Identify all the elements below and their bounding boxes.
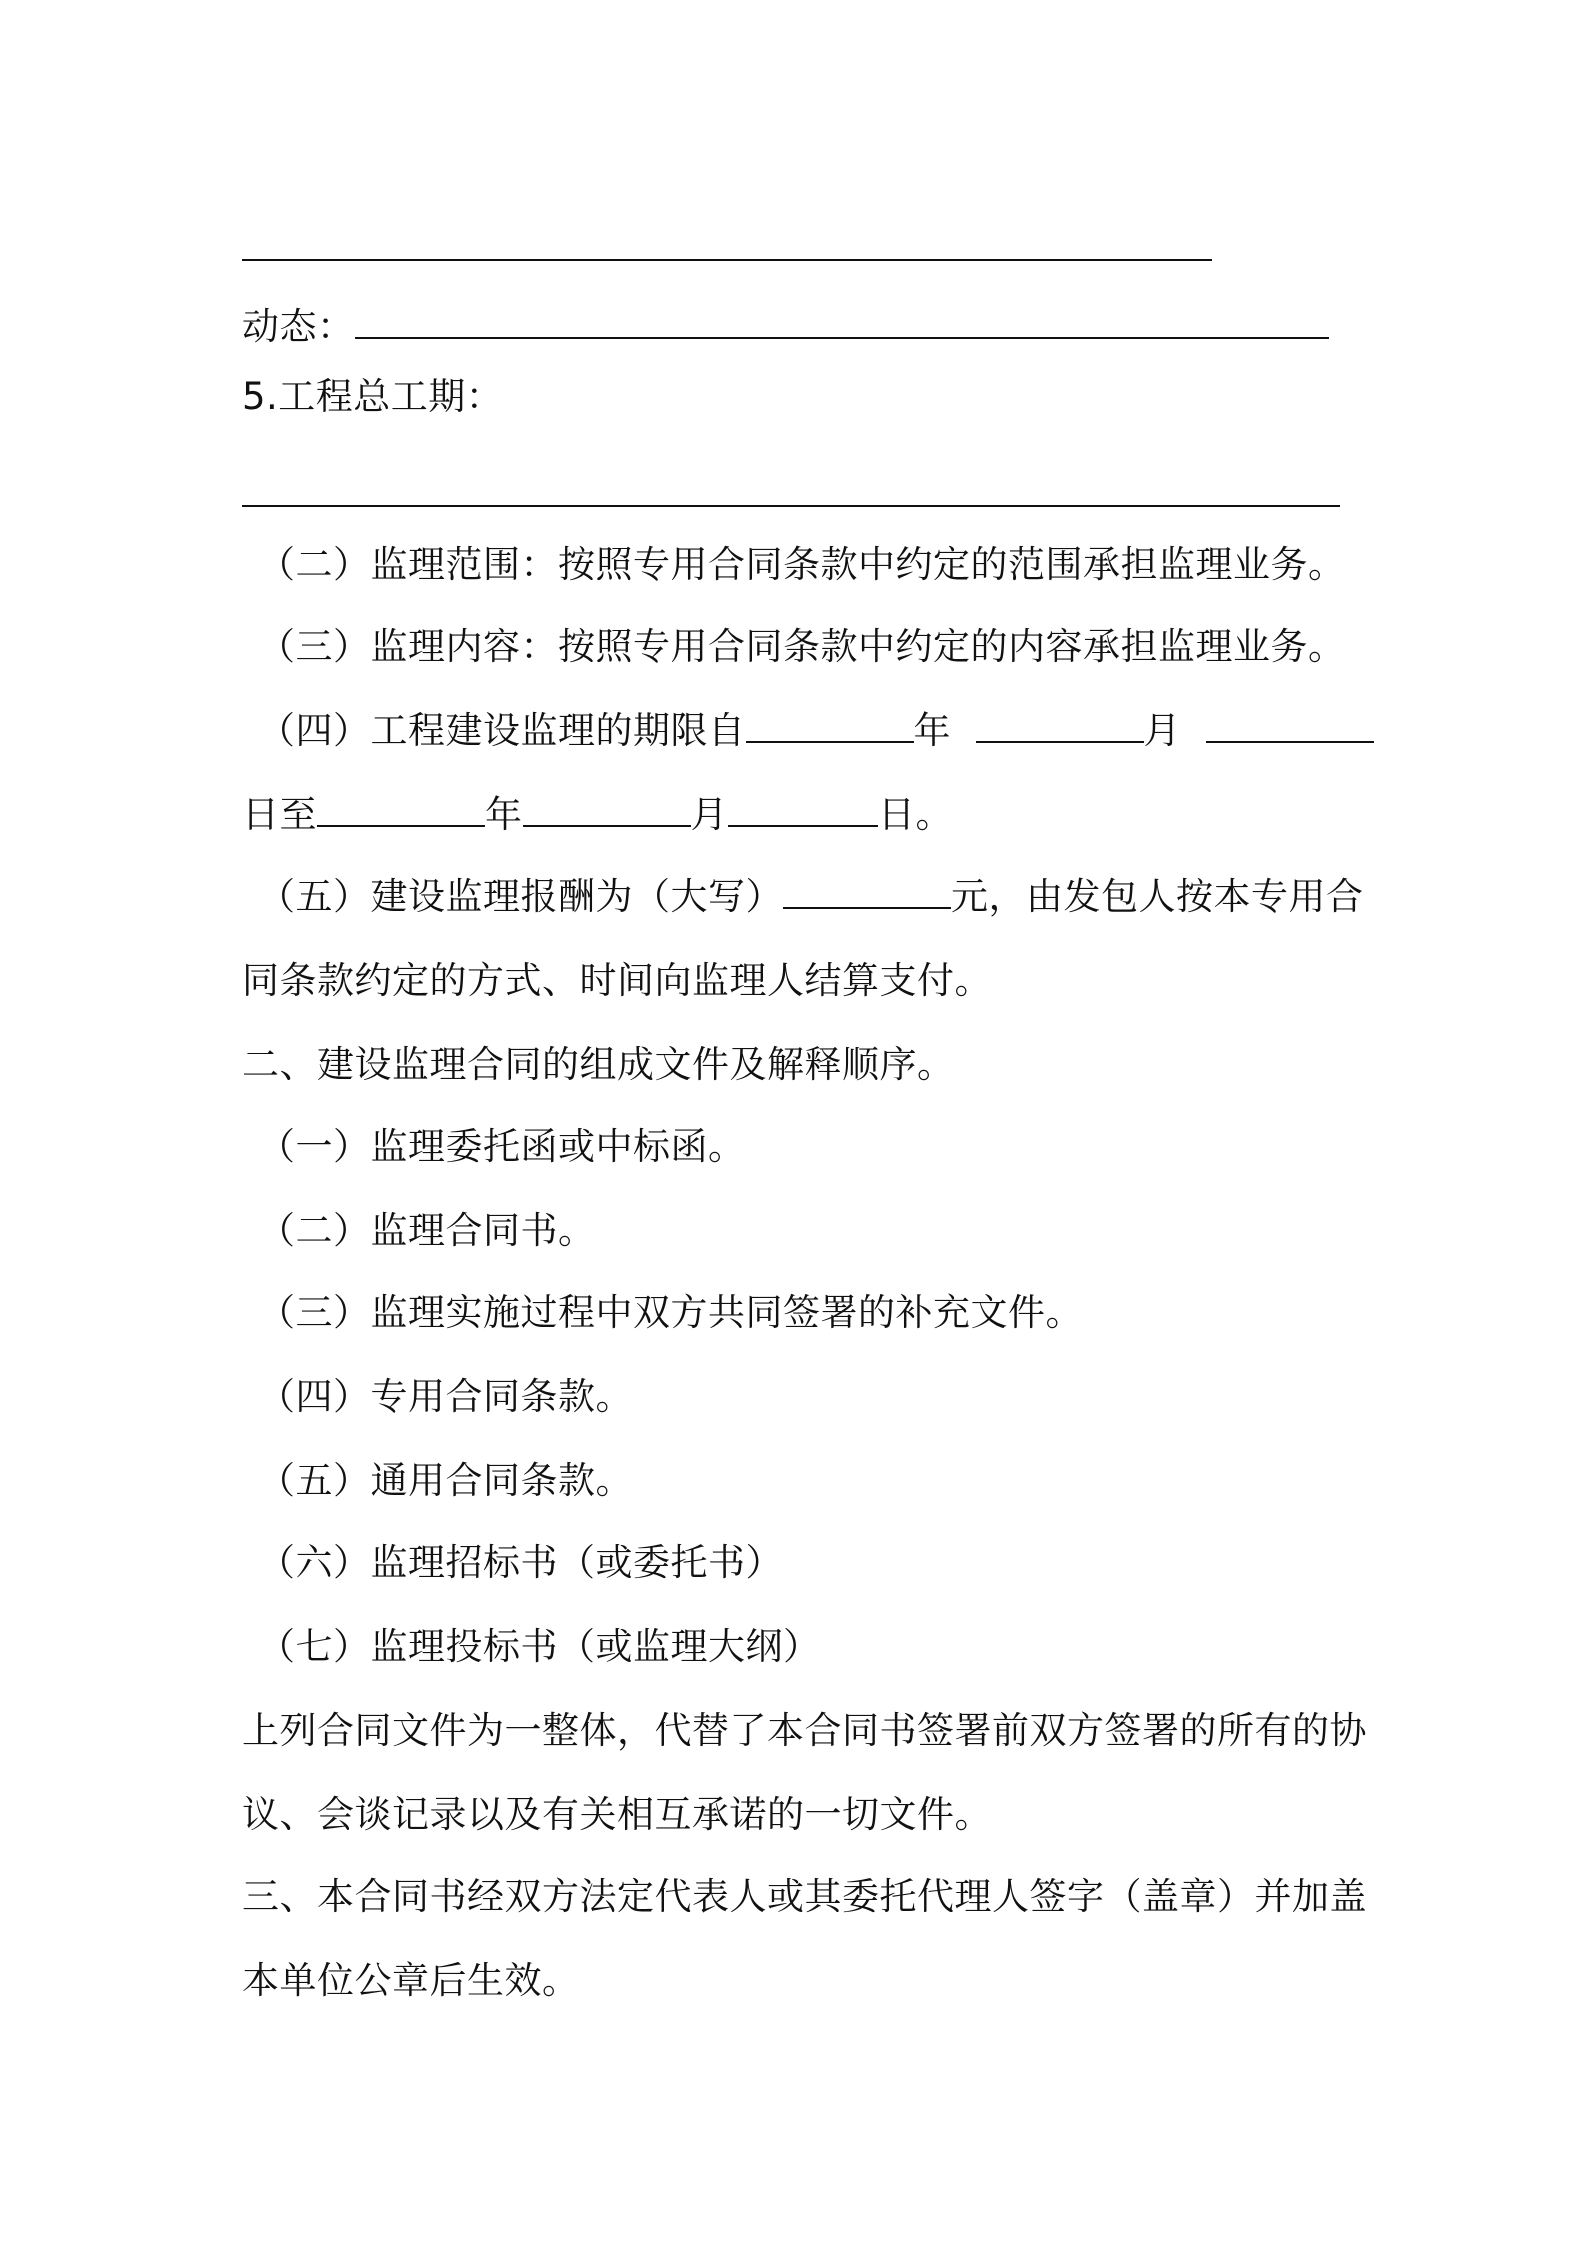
integrity-clause: 上列合同文件为一整体，代替了本合同书签署前双方签署的所有的协	[242, 1709, 1367, 1752]
period-end-year-field[interactable]	[317, 791, 485, 827]
remuneration-text-tail: 元，由发包人按本专用合	[951, 875, 1364, 918]
period-end-day-field[interactable]	[728, 791, 878, 827]
section-two-heading: 二、建设监理合同的组成文件及解释顺序。	[242, 1043, 955, 1086]
month-label: 月	[690, 793, 728, 836]
dynamic-field[interactable]	[355, 303, 1329, 339]
remuneration-amount-field[interactable]	[783, 873, 951, 909]
document-item: （六）监理招标书（或委托书）	[258, 1541, 783, 1584]
remuneration-text: （五）建设监理报酬为（大写）	[258, 875, 783, 918]
document-item: （一）监理委托函或中标函。	[258, 1125, 746, 1168]
document-item: （三）监理实施过程中双方共同签署的补充文件。	[258, 1291, 1083, 1334]
blank-rule-line	[242, 224, 1352, 274]
day-to-label: 日至	[242, 793, 317, 836]
day-end-label: 日。	[878, 793, 953, 836]
period-end-month-field[interactable]	[523, 791, 691, 827]
period-start-year-field[interactable]	[746, 707, 914, 743]
period-start-month-field[interactable]	[976, 707, 1144, 743]
total-duration-label: 5.工程总工期：	[242, 375, 504, 418]
integrity-clause-continuation: 议、会谈记录以及有关相互承诺的一切文件。	[242, 1793, 992, 1836]
supervision-period-end-line	[242, 790, 1352, 840]
document-item: （四）专用合同条款。	[258, 1375, 633, 1418]
supervision-period-line	[258, 706, 1368, 756]
section-three-clause: 三、本合同书经双方法定代表人或其委托代理人签字（盖章）并加盖	[242, 1875, 1367, 1918]
section-three-clause-continuation: 本单位公章后生效。	[242, 1959, 580, 2002]
total-duration-field[interactable]	[242, 471, 1340, 507]
supervision-content: （三）监理内容：按照专用合同条款中约定的内容承担监理业务。	[258, 625, 1346, 668]
dynamic-line	[242, 302, 1352, 352]
remuneration-continuation: 同条款约定的方式、时间向监理人结算支付。	[242, 959, 992, 1002]
year-label: 年	[485, 793, 523, 836]
document-item: （二）监理合同书。	[258, 1209, 596, 1252]
dynamic-label: 动态：	[242, 305, 355, 348]
month-label: 月	[1143, 709, 1182, 752]
period-start-day-field[interactable]	[1206, 707, 1374, 743]
remuneration-line	[258, 872, 1368, 922]
total-duration-rule-line	[242, 470, 1352, 520]
document-item: （七）监理投标书（或监理大纲）	[258, 1625, 821, 1668]
blank-field[interactable]	[242, 225, 1212, 261]
year-label: 年	[913, 709, 951, 752]
document-item: （五）通用合同条款。	[258, 1459, 633, 1502]
period-text: （四）工程建设监理的期限自	[258, 709, 746, 752]
supervision-scope: （二）监理范围：按照专用合同条款中约定的范围承担监理业务。	[258, 543, 1346, 586]
